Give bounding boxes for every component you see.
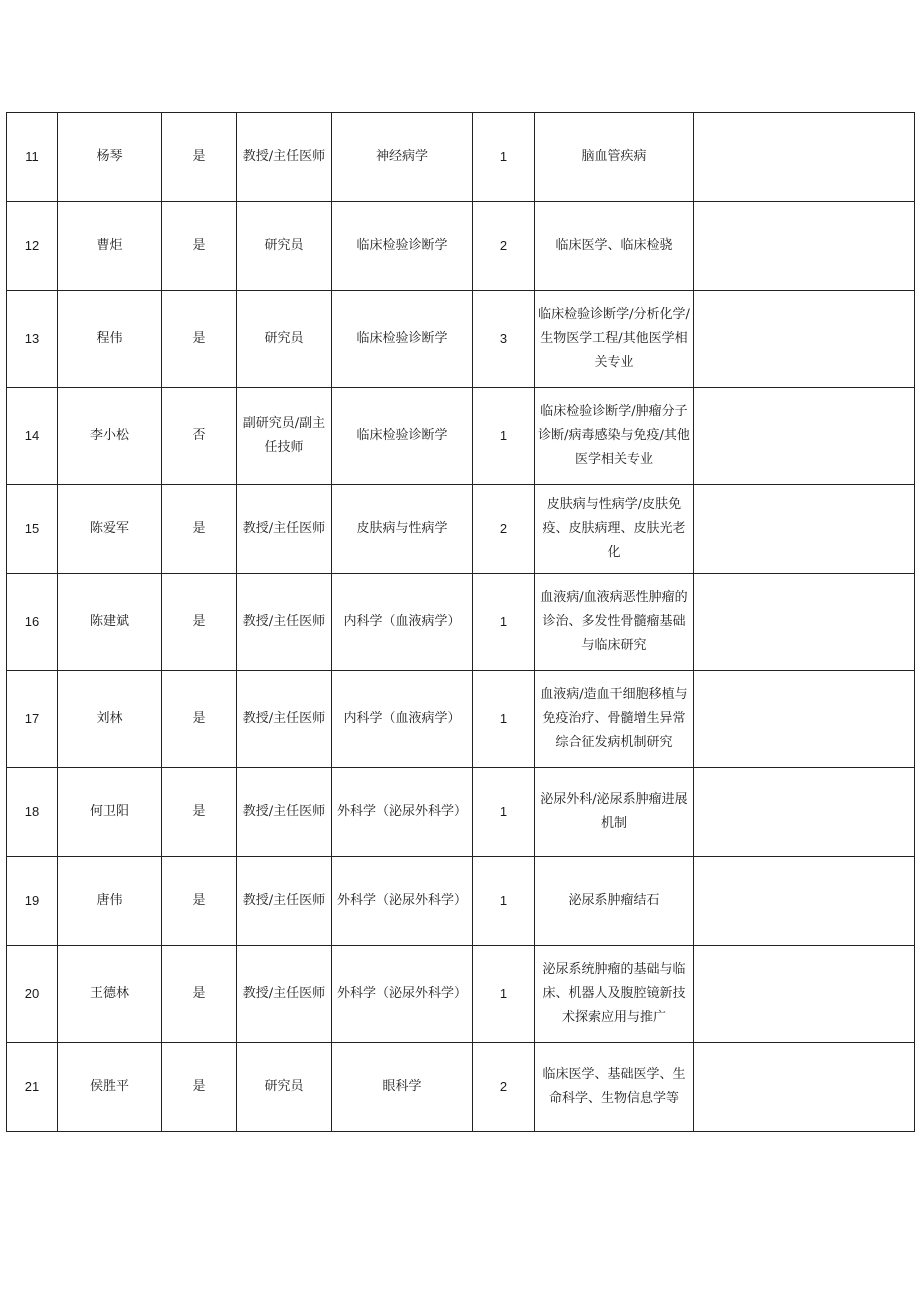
supervisor-name-cell: 杨琴	[58, 113, 162, 202]
remark-cell	[694, 485, 915, 574]
title-cell	[237, 671, 332, 768]
quota-cell: 1	[473, 946, 535, 1043]
table-row	[7, 768, 915, 857]
title-cell	[237, 768, 332, 857]
discipline-cell	[332, 857, 473, 946]
quota-cell: 2	[473, 202, 535, 291]
row-number-cell: 13	[7, 291, 58, 388]
row-number-cell: 14	[7, 388, 58, 485]
research-direction-text: 临床检验诊断学/分析化学/生物医学工程/其他医学相关专业	[538, 307, 690, 370]
supervisor-name-cell: 李小松	[58, 388, 162, 485]
title-text: 研究员	[264, 1079, 304, 1094]
title-cell	[237, 574, 332, 671]
discipline-text: 临床检验诊断学	[356, 238, 448, 253]
title-text: 教授/主任医师	[242, 711, 326, 726]
title-cell	[237, 946, 332, 1043]
quota-cell: 3	[473, 291, 535, 388]
row-number-cell: 15	[7, 485, 58, 574]
research-direction-cell	[535, 202, 694, 291]
discipline-text: 内科学（血液病学）	[343, 614, 461, 629]
research-direction-text: 临床检验诊断学/肿瘤分子诊断/病毒感染与免疫/其他医学相关专业	[538, 404, 690, 467]
discipline-text: 外科学（泌尿外科学）	[336, 893, 467, 908]
table-row	[7, 388, 915, 485]
title-cell	[237, 857, 332, 946]
title-text: 研究员	[264, 238, 304, 253]
title-cell	[237, 1043, 332, 1132]
row-number-cell: 18	[7, 768, 58, 857]
quota-cell: 1	[473, 857, 535, 946]
row-number-cell: 12	[7, 202, 58, 291]
title-text: 教授/主任医师	[242, 804, 326, 819]
remark-cell	[694, 388, 915, 485]
discipline-text: 外科学（泌尿外科学）	[336, 804, 467, 819]
row-number-cell: 20	[7, 946, 58, 1043]
discipline-cell	[332, 946, 473, 1043]
remark-cell	[694, 202, 915, 291]
research-direction-text: 泌尿系统肿瘤的基础与临床、机器人及腹腔镜新技术探索应用与推广	[542, 962, 686, 1025]
flag-cell: 是	[162, 291, 237, 388]
discipline-text: 皮肤病与性病学	[356, 521, 448, 536]
supervisor-name-cell: 曹炬	[58, 202, 162, 291]
research-direction-cell	[535, 768, 694, 857]
table-row	[7, 857, 915, 946]
quota-cell: 1	[473, 671, 535, 768]
remark-cell	[694, 113, 915, 202]
title-cell	[237, 291, 332, 388]
table-row	[7, 291, 915, 388]
research-direction-cell	[535, 388, 694, 485]
title-cell	[237, 388, 332, 485]
title-text: 教授/主任医师	[242, 986, 326, 1001]
flag-cell: 是	[162, 768, 237, 857]
supervisor-name-cell: 侯胜平	[58, 1043, 162, 1132]
supervisor-name-cell: 何卫阳	[58, 768, 162, 857]
research-direction-text: 血液病/造血干细胞移植与免疫治疗、骨髓增生异常综合征发病机制研究	[540, 687, 688, 750]
quota-cell: 2	[473, 485, 535, 574]
discipline-cell	[332, 485, 473, 574]
quota-cell: 1	[473, 113, 535, 202]
row-number-cell: 21	[7, 1043, 58, 1132]
title-cell	[237, 485, 332, 574]
discipline-cell	[332, 1043, 473, 1132]
quota-cell: 2	[473, 1043, 535, 1132]
research-direction-cell	[535, 574, 694, 671]
research-direction-text: 临床医学、临床检骁	[555, 238, 673, 253]
row-number-cell: 11	[7, 113, 58, 202]
flag-cell: 是	[162, 857, 237, 946]
title-text: 教授/主任医师	[242, 893, 326, 908]
supervisor-name-cell: 程伟	[58, 291, 162, 388]
table-row	[7, 202, 915, 291]
quota-cell: 1	[473, 574, 535, 671]
table-row	[7, 113, 915, 202]
supervisor-name-cell: 陈爱军	[58, 485, 162, 574]
discipline-cell	[332, 291, 473, 388]
table-row	[7, 1043, 915, 1132]
discipline-text: 眼科学	[382, 1079, 422, 1094]
flag-cell: 是	[162, 485, 237, 574]
research-direction-cell	[535, 485, 694, 574]
research-direction-text: 泌尿系肿瘤结石	[568, 893, 660, 908]
quota-cell: 1	[473, 768, 535, 857]
row-number-cell: 17	[7, 671, 58, 768]
discipline-cell	[332, 388, 473, 485]
table-row	[7, 671, 915, 768]
discipline-cell	[332, 202, 473, 291]
supervisor-table	[6, 112, 915, 1132]
table-row	[7, 574, 915, 671]
table-row	[7, 946, 915, 1043]
title-text: 教授/主任医师	[242, 614, 326, 629]
row-number-cell: 16	[7, 574, 58, 671]
flag-cell: 是	[162, 671, 237, 768]
supervisor-name-cell: 唐伟	[58, 857, 162, 946]
discipline-text: 临床检验诊断学	[356, 428, 448, 443]
discipline-cell	[332, 113, 473, 202]
title-cell	[237, 202, 332, 291]
title-cell	[237, 113, 332, 202]
title-text: 副研究员/副主任技师	[242, 416, 326, 455]
remark-cell	[694, 671, 915, 768]
supervisor-name-cell: 陈建斌	[58, 574, 162, 671]
flag-cell: 是	[162, 202, 237, 291]
research-direction-cell	[535, 857, 694, 946]
supervisor-name-cell: 刘林	[58, 671, 162, 768]
remark-cell	[694, 946, 915, 1043]
research-direction-cell	[535, 291, 694, 388]
research-direction-cell	[535, 1043, 694, 1132]
discipline-text: 内科学（血液病学）	[343, 711, 461, 726]
remark-cell	[694, 768, 915, 857]
research-direction-text: 泌尿外科/泌尿系肿瘤进展机制	[540, 792, 688, 831]
flag-cell: 是	[162, 946, 237, 1043]
remark-cell	[694, 857, 915, 946]
title-text: 教授/主任医师	[242, 149, 326, 164]
title-text: 教授/主任医师	[242, 521, 326, 536]
research-direction-text: 临床医学、基础医学、生命科学、生物信息学等	[542, 1067, 686, 1106]
discipline-text: 外科学（泌尿外科学）	[336, 986, 467, 1001]
discipline-cell	[332, 574, 473, 671]
research-direction-cell	[535, 113, 694, 202]
title-text: 研究员	[264, 331, 304, 346]
discipline-text: 临床检验诊断学	[356, 331, 448, 346]
flag-cell: 否	[162, 388, 237, 485]
research-direction-text: 血液病/血液病恶性肿瘤的诊治、多发性骨髓瘤基础与临床研究	[540, 590, 688, 653]
supervisor-name-cell: 王德林	[58, 946, 162, 1043]
flag-cell: 是	[162, 113, 237, 202]
discipline-cell	[332, 768, 473, 857]
row-number-cell: 19	[7, 857, 58, 946]
discipline-text: 神经病学	[375, 149, 428, 164]
remark-cell	[694, 574, 915, 671]
research-direction-text: 脑血管疾病	[581, 149, 647, 164]
research-direction-cell	[535, 946, 694, 1043]
quota-cell: 1	[473, 388, 535, 485]
flag-cell: 是	[162, 1043, 237, 1132]
flag-cell: 是	[162, 574, 237, 671]
table-row	[7, 485, 915, 574]
remark-cell	[694, 1043, 915, 1132]
research-direction-cell	[535, 671, 694, 768]
research-direction-text: 皮肤病与性病学/皮肤免疫、皮肤病理、皮肤光老化	[542, 497, 686, 560]
discipline-cell	[332, 671, 473, 768]
remark-cell	[694, 291, 915, 388]
